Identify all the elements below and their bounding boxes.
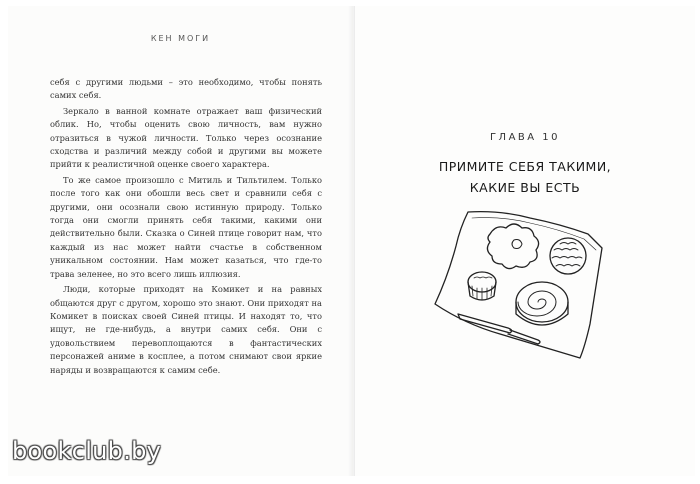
paragraph: Зеркало в ванной комнате отражает ваш физический облик. Но, чтобы оценить свою личность, вам нужно отразиться в чужой личности. Только через осознание сходства и различий между собой и другими вы можете прийти к реалистичной оценке своего характера.	[50, 105, 322, 170]
running-head: КЕН МОГИ	[150, 34, 211, 43]
chapter-title	[355, 156, 695, 198]
chapter-title-line: ПРИМИТЕ СЕБЯ ТАКИМИ,	[438, 159, 612, 174]
paragraph: То же самое произошло с Митиль и Тильтилем. Только после того как они обошли весь свет и сравнили себя с другими, они осознали свою истинную природу. Только тогда они смогли принять себя такими, какими они действительно были. Сказка о Синей птице говорит нам, что каждый из нас может найти счастье в собственном уникальном состоянии. Нам может казаться, что где-то трава зеленее, но это всего лишь иллюзия.	[50, 174, 322, 279]
paragraph: Люди, которые приходят на Комикет и на равных общаются друг с другом, хорошо это знают. Они приходят на Комикет в поисках своей Синей птицы. И находят то, что ищут, не где-нибудь, а внутри самих себя. Они с удовольствием перевоплощаются в фантастических персонажей аниме в косплее, а потом снимают свои яркие наряды и возвращаются к самим себе.	[50, 284, 322, 375]
left-page	[8, 6, 353, 476]
chapter-label: ГЛАВА 10	[489, 132, 561, 143]
paragraph: себя с другими людьми – это необходимо, чтобы понять самих себя.	[50, 77, 322, 101]
sweets-plate-illustration	[430, 206, 605, 366]
chapter-title-line: КАКИЕ ВЫ ЕСТЬ	[469, 180, 581, 195]
body-text	[50, 76, 322, 377]
watermark: bookclub.by	[12, 437, 162, 465]
